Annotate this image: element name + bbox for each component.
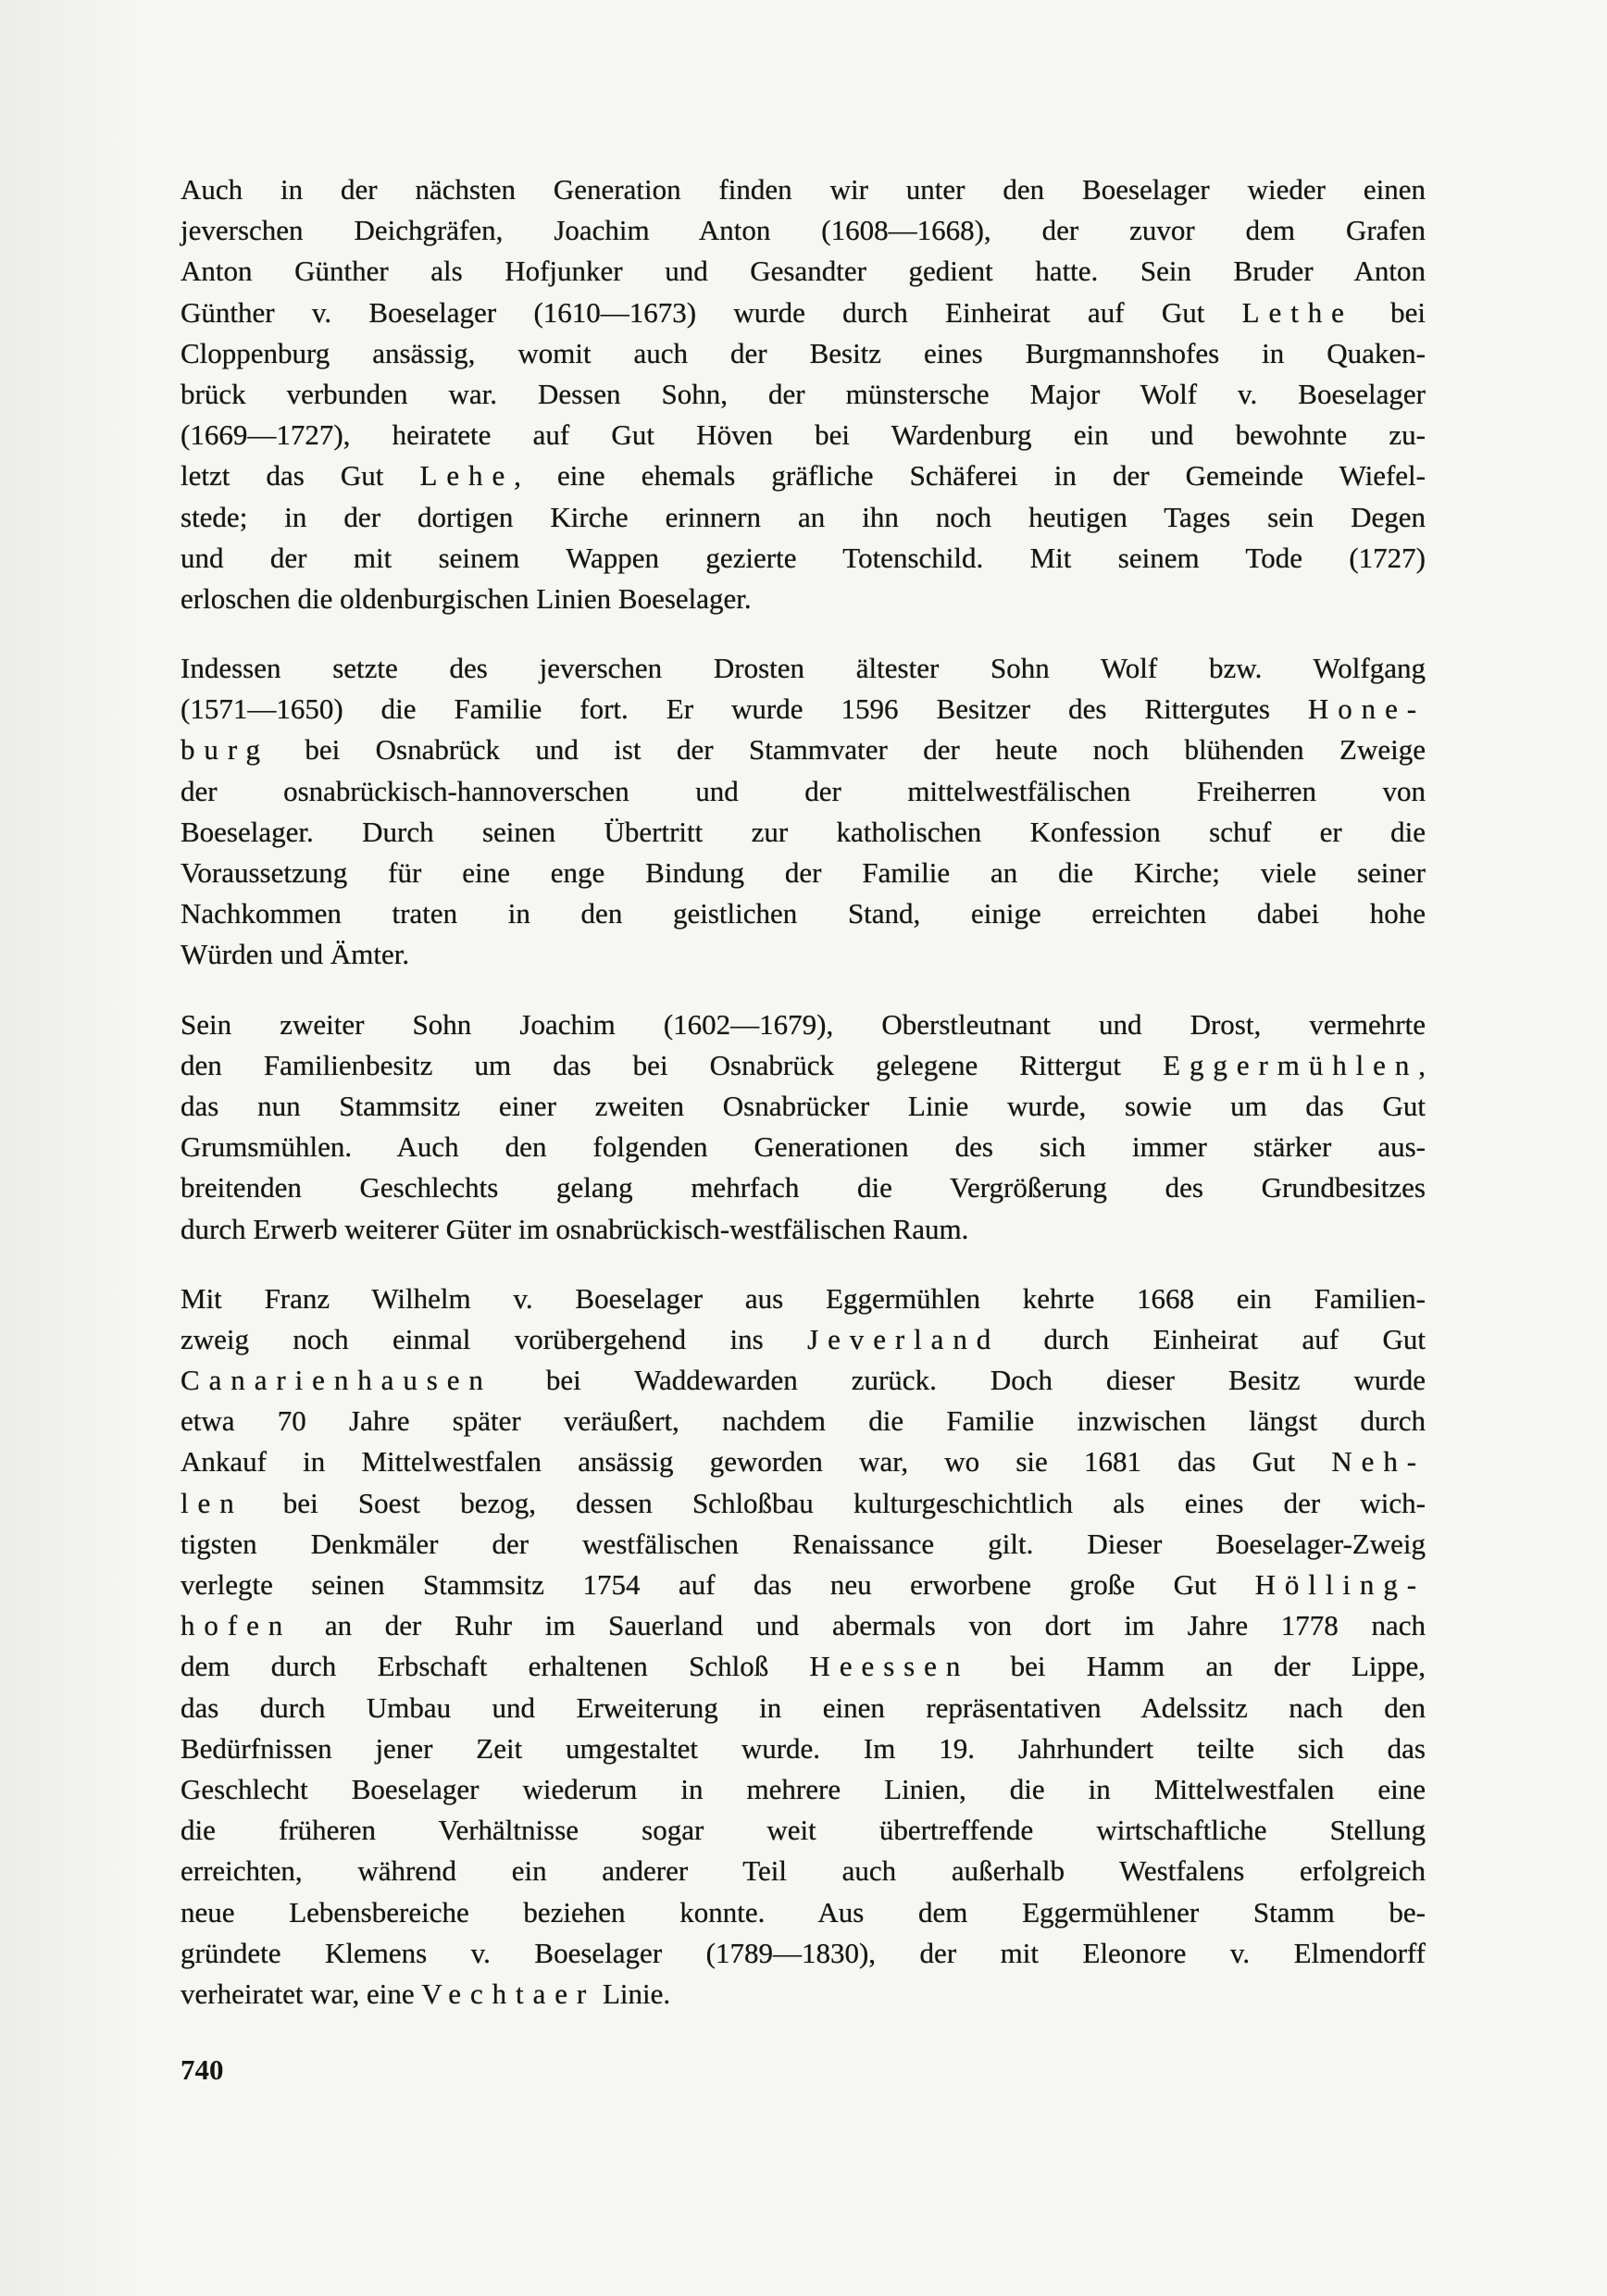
text-line: [181, 771, 1426, 812]
text-line: [181, 455, 1426, 496]
text-line: [181, 1441, 1426, 1482]
text-segment: durch Einheirat auf Gut: [1000, 1322, 1426, 1355]
spaced-place-name: hofen: [181, 1609, 293, 1642]
text-line: [181, 1688, 1426, 1728]
text-line: [181, 415, 1426, 455]
text-line: [181, 1167, 1426, 1208]
text-segment: tigsten Denkmäler der westfälischen Renaissance gilt. Dieser Boeselager-Zweig: [181, 1527, 1426, 1560]
text-line: [181, 497, 1426, 538]
text-line: [181, 251, 1426, 292]
text-segment: dem durch Erbschaft erhaltenen Schloß: [181, 1650, 810, 1683]
paragraph: [181, 1279, 1426, 2015]
text-line: [181, 1004, 1426, 1045]
text-line: [181, 1769, 1426, 1810]
text-segment: stede; in der dortigen Kirche erinnern an ihn noch heutigen Tages sein Degen: [181, 500, 1426, 533]
text-line: [181, 1851, 1426, 1891]
text-line: [181, 1360, 1426, 1401]
text-segment: (1571—1650) die Familie fort. Er wurde 1596 Besitzer des Rittergutes: [181, 693, 1308, 726]
text-line: [181, 1127, 1426, 1167]
spaced-place-name: Hölling-: [1254, 1568, 1426, 1601]
text-line: [181, 1565, 1426, 1605]
text-segment: das nun Stammsitz einer zweiten Osnabrücker Linie wurde, sowie um das Gut: [181, 1089, 1426, 1122]
text-segment: jeverschen Deichgräfen, Joachim Anton (1608—1668), der zuvor dem Grafen: [181, 214, 1426, 247]
text-line: [181, 1401, 1426, 1441]
text-line: [181, 538, 1426, 579]
text-segment: breitenden Geschlechts gelang mehrfach die Vergrößerung des Grundbesitzes: [181, 1171, 1426, 1204]
text-line: [181, 1209, 1426, 1250]
text-line: [181, 1646, 1426, 1687]
text-line: [181, 934, 1426, 975]
text-segment: den Familienbesitz um das bei Osnabrück gelegene Rittergut: [181, 1048, 1164, 1081]
text-line: [181, 730, 1426, 770]
text-line: [181, 1605, 1426, 1646]
text-segment: Cloppenburg ansässig, womit auch der Besitz eines Burgmannshofes in Quaken-: [181, 336, 1426, 369]
text-line: [181, 579, 1426, 619]
text-segment: , eine ehemals gräfliche Schäferei in der Gemeinde Wiefel-: [514, 459, 1426, 493]
spaced-place-name: Jeverland: [807, 1322, 1001, 1355]
text-segment: die früheren Verhältnisse sogar weit übertreffende wirtschaftliche Stellung: [181, 1814, 1426, 1847]
text-segment: erreichten, während ein anderer Teil auch außerhalb Westfalens erfolgreich: [181, 1854, 1426, 1888]
text-line: [181, 1892, 1426, 1933]
text-segment: durch Erwerb weiterer Güter im osnabrückisch-westfälischen Raum.: [181, 1212, 969, 1245]
text-segment: das durch Umbau und Erweiterung in einen repräsentativen Adelssitz nach den: [181, 1691, 1426, 1724]
text-segment: Günther v. Boeselager (1610—1673) wurde durch Einheirat auf Gut: [181, 295, 1242, 329]
text-segment: bei Hamm an der Lippe,: [969, 1650, 1426, 1683]
text-segment: Linie.: [595, 1977, 671, 2010]
text-segment: erloschen die oldenburgischen Linien Boeselager.: [181, 581, 752, 615]
text-segment: Ankauf in Mittelwestfalen ansässig geworden war, wo sie 1681 das Gut: [181, 1445, 1332, 1479]
text-segment: Geschlecht Boeselager wiederum in mehrere Linien, die in Mittelwestfalen eine: [181, 1772, 1426, 1805]
text-segment: Sein zweiter Sohn Joachim (1602—1679), Oberstleutnant und Drost, vermehrte: [181, 1007, 1426, 1041]
spaced-place-name: Lethe: [1241, 295, 1353, 329]
spaced-place-name: Hone-: [1307, 693, 1426, 726]
text-segment: gründete Klemens v. Boeselager (1789—1830), der mit Eleonore v. Elmendorff: [181, 1936, 1426, 1969]
text-line: [181, 1524, 1426, 1565]
text-segment: neue Lebensbereiche beziehen konnte. Aus dem Eggermühlener Stamm be-: [181, 1895, 1426, 1928]
text-line: [181, 293, 1426, 333]
spaced-place-name: burg: [181, 733, 269, 767]
spaced-place-name: Canarienhausen: [181, 1364, 492, 1397]
text-line: [181, 1728, 1426, 1769]
paragraph: [181, 169, 1426, 619]
text-segment: brück verbunden war. Dessen Sohn, der münstersche Major Wolf v. Boeselager: [181, 377, 1426, 410]
text-segment: der osnabrückisch-hannoverschen und der mittelwestfälischen Freiherren von: [181, 774, 1426, 807]
text-segment: Auch in der nächsten Generation finden wir unter den Boeselager wieder einen: [181, 173, 1426, 206]
text-segment: Indessen setzte des jeverschen Drosten ältester Sohn Wolf bzw. Wolfgang: [181, 652, 1426, 685]
text-segment: Anton Günther als Hofjunker und Gesandter gedient hatte. Sein Bruder Anton: [181, 255, 1426, 288]
text-line: [181, 1319, 1426, 1360]
text-segment: Boeselager. Durch seinen Übertritt zur katholischen Konfession schuf er die: [181, 815, 1426, 848]
text-line: [181, 648, 1426, 689]
text-line: [181, 853, 1426, 893]
text-segment: bei Osnabrück und ist der Stammvater der heute noch blühenden Zweige: [268, 733, 1426, 767]
text-segment: letzt das Gut: [181, 459, 420, 493]
text-line: [181, 1810, 1426, 1851]
text-segment: Würden und Ämter.: [181, 938, 410, 971]
spaced-place-name: Lehe: [419, 459, 515, 493]
page-number: 740: [181, 2053, 224, 2086]
text-segment: bei: [1352, 295, 1426, 329]
paragraph: [181, 648, 1426, 976]
text-segment: Grumsmühlen. Auch den folgenden Generationen des sich immer stärker aus-: [181, 1130, 1426, 1164]
text-segment: verlegte seinen Stammsitz 1754 auf das neu erworbene große Gut: [181, 1568, 1255, 1601]
text-line: [181, 893, 1426, 934]
text-line: [181, 1086, 1426, 1127]
paragraph: [181, 1004, 1426, 1250]
text-segment: Nachkommen traten in den geistlichen Stand, einige erreichten dabei hohe: [181, 897, 1426, 930]
text-segment: Bedürfnissen jener Zeit umgestaltet wurde. Im 19. Jahrhundert teilte sich das: [181, 1731, 1426, 1765]
text-segment: bei Waddewarden zurück. Doch dieser Besitz wurde: [492, 1364, 1426, 1397]
text-segment: und der mit seinem Wappen gezierte Totenschild. Mit seinem Tode (1727): [181, 541, 1426, 574]
text-segment: ,: [1418, 1048, 1426, 1081]
text-line: [181, 1279, 1426, 1319]
text-segment: Mit Franz Wilhelm v. Boeselager aus Eggermühlen kehrte 1668 ein Familien-: [181, 1281, 1426, 1315]
text-segment: (1669—1727), heiratete auf Gut Höven bei Wardenburg ein und bewohnte zu-: [181, 418, 1426, 452]
text-line: [181, 210, 1426, 251]
spaced-place-name: len: [181, 1486, 243, 1519]
text-line: [181, 812, 1426, 853]
text-line: [181, 689, 1426, 730]
scan-page-edge: [0, 0, 139, 2296]
text-segment: bei Soest bezog, dessen Schloßbau kulturgeschichtlich als eines der wich-: [243, 1486, 1426, 1519]
spaced-place-name: Eggermühlen: [1163, 1048, 1419, 1081]
text-line: [181, 1933, 1426, 1974]
text-segment: Voraussetzung für eine enge Bindung der Familie an die Kirche; viele seiner: [181, 856, 1426, 889]
spaced-place-name: Heessen: [809, 1650, 970, 1683]
text-line: [181, 169, 1426, 210]
text-line: [181, 1974, 1426, 2015]
body-text: [181, 169, 1426, 2043]
spaced-place-name: Neh-: [1331, 1445, 1426, 1479]
text-segment: zweig noch einmal vorübergehend ins: [181, 1322, 808, 1355]
text-segment: etwa 70 Jahre später veräußert, nachdem die Familie inzwischen längst durch: [181, 1404, 1426, 1438]
text-line: [181, 374, 1426, 415]
spaced-place-name: Vechtaer: [421, 1977, 596, 2010]
text-line: [181, 333, 1426, 374]
text-segment: an der Ruhr im Sauerland und abermals von dort im Jahre 1778 nach: [292, 1609, 1426, 1642]
text-segment: verheiratet war, eine: [181, 1977, 422, 2010]
text-line: [181, 1483, 1426, 1524]
text-line: [181, 1045, 1426, 1086]
